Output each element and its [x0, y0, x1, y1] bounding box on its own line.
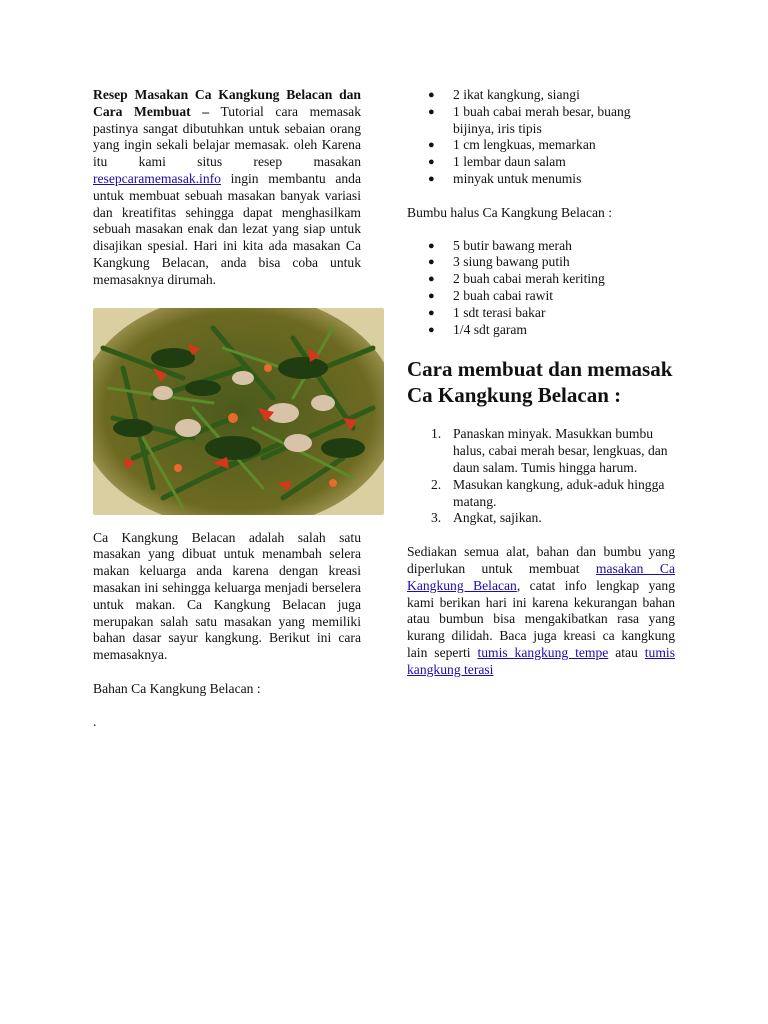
bullet-icon: ●	[428, 239, 435, 252]
bullet-icon: ●	[428, 139, 435, 152]
list-item	[407, 137, 675, 154]
list-item	[407, 254, 675, 271]
step-number: 2.	[431, 476, 442, 492]
step-item	[407, 477, 675, 511]
bullet-icon: ●	[428, 89, 435, 101]
bullet-icon: ●	[428, 273, 435, 286]
description-paragraph: Ca Kangkung Belacan adalah salah satu masakan yang dibuat untuk menambah selera makan keluarga anda karena dengan kreasi masakan ini sehingga keluarga menjadi berselera untuk makan. Ca Kangkung Belacan juga merupakan salah satu masakan yang memiliki bahan dasar sayur kangkung. Berikut ini cara memasaknya.	[93, 529, 361, 663]
intro-title: Resep Masakan Ca Kangkung Belacan dan Cara Membuat –	[93, 87, 361, 119]
list-item-text: 1 sdt terasi bakar	[453, 304, 546, 320]
list-item	[407, 104, 675, 138]
list-item	[407, 322, 675, 339]
bullet-icon: ●	[428, 306, 435, 319]
steps-list	[407, 426, 675, 527]
bumbu-heading: Bumbu halus Ca Kangkung Belacan :	[407, 204, 613, 220]
list-item	[407, 238, 675, 255]
step-number: 3.	[431, 510, 442, 526]
closing-text-or: atau	[608, 644, 645, 660]
closing-text: Sediakan semua alat, bahan dan bumbu yang diperlukan untuk membuat	[407, 544, 675, 576]
bullet-icon: ●	[428, 105, 435, 118]
list-item	[407, 288, 675, 305]
bullet-icon: ●	[428, 323, 435, 336]
list-item-text: 2 ikat kangkung, siangi	[453, 87, 580, 102]
bumbu-list	[407, 238, 675, 339]
list-item-text: 1 cm lengkuas, memarkan	[453, 137, 596, 153]
step-text: Angkat, sajikan.	[453, 510, 542, 526]
bahan-heading: Bahan Ca Kangkung Belacan :	[93, 680, 261, 696]
intro-paragraph	[93, 87, 361, 289]
step-text: Masukan kangkung, aduk-aduk hingga matang.	[453, 476, 665, 509]
step-text: Panaskan minyak. Masukkan bumbu halus, cabai merah besar, lengkuas, dan daun salam. Tumis hingga harum.	[453, 426, 668, 475]
right-column	[407, 87, 675, 679]
kangkung-dish-image	[93, 308, 384, 515]
tumis-terasi-link[interactable]: tumis kangkung terasi	[407, 644, 675, 677]
left-column	[93, 87, 361, 731]
tumis-tempe-link[interactable]: tumis kangkung tempe	[477, 644, 609, 660]
list-item-text: 5 butir bawang merah	[453, 237, 572, 253]
list-item	[407, 87, 675, 104]
list-item-text: 3 siung bawang putih	[453, 254, 570, 270]
closing-text-continued: , catat info lengkap yang kami berikan hari ini karena kekurangan bahan atau bumbun bisa mengakibatkan rasa yang kurang dilidah. Baca juga kreasi ca kangkung lain seperti	[407, 577, 675, 660]
list-item-text: minyak untuk menumis	[453, 170, 582, 186]
list-item-text: 2 buah cabai rawit	[453, 287, 554, 303]
masakan-link[interactable]: masakan Ca Kangkung Belacan	[407, 560, 675, 593]
bullet-icon: ●	[428, 289, 435, 302]
stray-dot: .	[93, 713, 97, 729]
intro-text-continued: ingin membantu anda untuk membuat sebuah masakan banyak variasi dan kreatifitas sehingga dapat menghasilkam sebuah masakan enak dan lezat yang siap untuk disajikan spesial. Hari ini kita ada masakan Ca Kangkung Belacan, anda bisa coba untuk memasaknya dirumah.	[93, 170, 361, 287]
list-item-text: 1 lembar daun salam	[453, 154, 566, 170]
list-item	[407, 154, 675, 171]
intro-text: Tutorial cara memasak pastinya sangat dibutuhkan untuk sebaian orang yang ingin sekali belajar memasak. oleh Karena itu kami situs resep masakan	[93, 103, 361, 170]
list-item-text: 2 buah cabai merah keriting	[453, 271, 605, 287]
step-item	[407, 426, 675, 476]
bahan-list	[407, 87, 675, 188]
food-photo	[93, 308, 384, 515]
step-item	[407, 510, 675, 527]
step-number: 1.	[431, 426, 442, 442]
bullet-icon: ●	[428, 172, 435, 185]
closing-paragraph	[407, 544, 675, 678]
list-item	[407, 171, 675, 188]
bullet-icon: ●	[428, 256, 435, 269]
site-link[interactable]: resepcaramemasak.info	[93, 170, 221, 186]
list-item	[407, 305, 675, 322]
list-item	[407, 271, 675, 288]
bullet-icon: ●	[428, 156, 435, 169]
list-item-text: 1/4 sdt garam	[453, 321, 527, 337]
section-heading: Cara membuat dan memasak Ca Kangkung Belacan :	[407, 357, 673, 408]
list-item-text: 1 buah cabai merah besar, buang bijinya, iris tipis	[453, 103, 631, 136]
